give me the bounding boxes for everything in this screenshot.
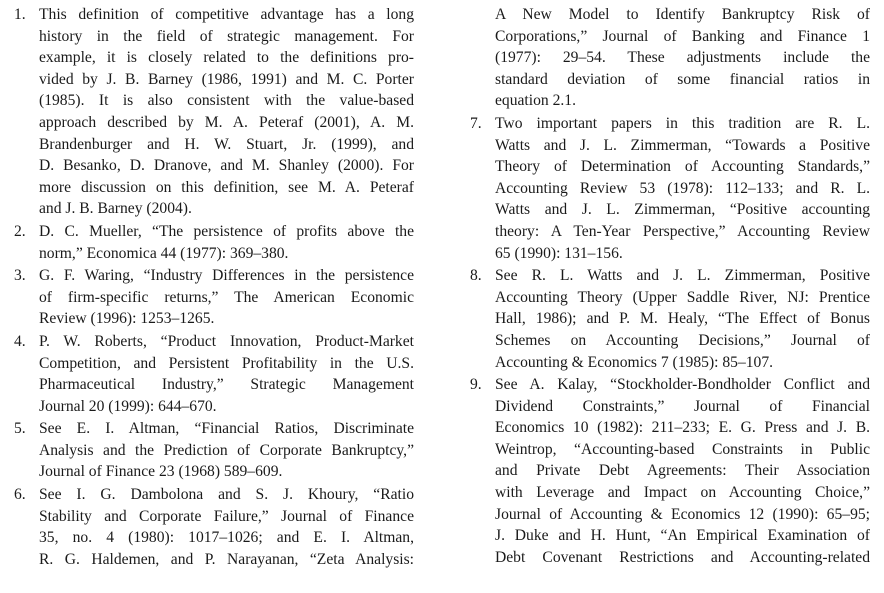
left-column bbox=[14, 4, 414, 570]
note-line: Corporations,” Journal of Banking and Finance 1 bbox=[495, 27, 870, 45]
note-line: Theory of Determination of Accounting Standards,” bbox=[495, 158, 870, 176]
note-line: Competition, and Persistent Profitability in the U.S. bbox=[39, 354, 414, 372]
note-number: 8. bbox=[470, 267, 482, 285]
note-line: See A. Kalay, “Stockholder-Bondholder Conflict and bbox=[495, 376, 870, 394]
endnote-3 bbox=[14, 265, 414, 330]
note-line: Weintrop, “Accounting-based Constraints in Public bbox=[495, 440, 870, 458]
note-line: (1985). It is also consistent with the value-based bbox=[39, 92, 414, 110]
note-line: Schemes on Accounting Decisions,” Journal of bbox=[495, 331, 870, 349]
note-line: R. G. Haldemen, and P. Narayanan, “Zeta Analysis: bbox=[39, 550, 414, 568]
note-line: G. F. Waring, “Industry Differences in the persistence bbox=[39, 267, 414, 285]
note-line: Watts and J. L. Zimmerman, “Positive accounting bbox=[495, 201, 870, 219]
note-number: 7. bbox=[470, 114, 482, 132]
note-line: history in the field of strategic management. For bbox=[39, 27, 414, 45]
note-line: vided by J. B. Barney (1986, 1991) and M. C. Porter bbox=[39, 70, 414, 88]
note-number: 2. bbox=[14, 222, 26, 240]
note-line: Analysis and the Prediction of Corporate Bankruptcy,” bbox=[39, 441, 414, 459]
note-number: 4. bbox=[14, 332, 26, 350]
note-line: Brandenburger and H. W. Stuart, Jr. (1999), and bbox=[39, 135, 414, 153]
note-line: and J. B. Barney (2004). bbox=[39, 200, 192, 218]
note-line: J. Duke and H. Hunt, “An Empirical Examination of bbox=[495, 527, 870, 545]
endnote-7 bbox=[470, 113, 870, 264]
endnote-2 bbox=[14, 221, 414, 264]
note-line: See R. L. Watts and J. L. Zimmerman, Positive bbox=[495, 267, 870, 285]
note-line: Review (1996): 1253–1265. bbox=[39, 310, 215, 328]
note-line: 35, no. 4 (1980): 1017–1026; and E. I. Altman, bbox=[39, 529, 414, 547]
note-line: of firm-specific returns,” The American Economic bbox=[39, 288, 414, 306]
note-line: with Leverage and Impact on Accounting Choice,” bbox=[495, 484, 870, 502]
note-line: Stability and Corporate Failure,” Journal of Finance bbox=[39, 507, 414, 525]
note-line: equation 2.1. bbox=[495, 92, 576, 110]
note-line: D. C. Mueller, “The persistence of profits above the bbox=[39, 222, 414, 240]
endnote-8 bbox=[470, 265, 870, 373]
note-line: Debt Covenant Restrictions and Accounting-related bbox=[495, 548, 870, 566]
note-number: 6. bbox=[14, 486, 26, 504]
note-line: more discussion on this definition, see M. A. Peteraf bbox=[39, 178, 414, 196]
note-line: theory: A Ten-Year Perspective,” Accounting Review bbox=[495, 222, 870, 240]
note-line: approach described by M. A. Peteraf (2001), A. M. bbox=[39, 113, 414, 131]
note-line: 65 (1990): 131–156. bbox=[495, 244, 623, 262]
note-line: Two important papers in this tradition are R. L. bbox=[495, 114, 870, 132]
note-line: standard deviation of some financial ratios in bbox=[495, 70, 870, 88]
note-number: 5. bbox=[14, 420, 26, 438]
right-column bbox=[470, 4, 870, 568]
note-line: and Private Debt Agreements: Their Association bbox=[495, 462, 870, 480]
note-line: Journal of Finance 23 (1968) 589–609. bbox=[39, 463, 283, 481]
note-line: Accounting Review 53 (1978): 112–133; and R. L. bbox=[495, 179, 870, 197]
note-line: Economics 10 (1982): 211–233; E. G. Press and J. B. bbox=[495, 419, 870, 437]
note-line: example, it is closely related to the definitions pro- bbox=[39, 49, 414, 67]
note-line: D. Besanko, D. Dranove, and M. Shanley (2000). For bbox=[39, 157, 414, 175]
note-number: 9. bbox=[470, 376, 482, 394]
endnote-5 bbox=[14, 418, 414, 483]
note-line: Dividend Constraints,” Journal of Financial bbox=[495, 397, 870, 415]
note-line: A New Model to Identify Bankruptcy Risk of bbox=[495, 6, 870, 23]
endnote-6-continued bbox=[470, 4, 870, 112]
note-line: Pharmaceutical Industry,” Strategic Management bbox=[39, 376, 414, 394]
note-line: (1977): 29–54. These adjustments include the bbox=[495, 49, 870, 67]
note-line: Accounting Theory (Upper Saddle River, NJ: Prentice bbox=[495, 288, 870, 306]
note-line: Accounting & Economics 7 (1985): 85–107. bbox=[495, 353, 774, 371]
endnote-4 bbox=[14, 331, 414, 417]
note-number: 1. bbox=[14, 6, 26, 23]
note-line: Hall, 1986); and P. M. Healy, “The Effect of Bonus bbox=[495, 310, 870, 328]
note-line: norm,” Economica 44 (1977): 369–380. bbox=[39, 244, 289, 262]
endnote-1 bbox=[14, 4, 414, 220]
endnote-6 bbox=[14, 484, 414, 570]
note-line: This definition of competitive advantage has a long bbox=[39, 6, 414, 23]
note-line: P. W. Roberts, “Product Innovation, Product-Market bbox=[39, 332, 414, 350]
note-number: 3. bbox=[14, 267, 26, 285]
note-line: Journal 20 (1999): 644–670. bbox=[39, 397, 217, 415]
note-line: Watts and J. L. Zimmerman, “Towards a Positive bbox=[495, 136, 870, 154]
note-line: See E. I. Altman, “Financial Ratios, Discriminate bbox=[39, 420, 414, 438]
endnote-9 bbox=[470, 374, 870, 568]
note-line: Journal of Accounting & Economics 12 (1990): 65–95; bbox=[495, 505, 870, 523]
note-line: See I. G. Dambolona and S. J. Khoury, “Ratio bbox=[39, 486, 414, 504]
